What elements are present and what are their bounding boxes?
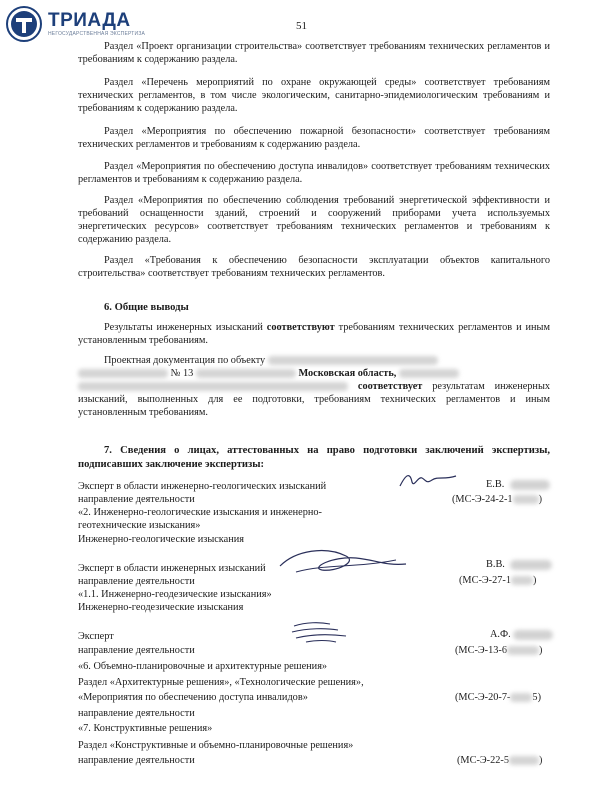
logo-subtitle: НЕГОСУДАРСТВЕННАЯ ЭКСПЕРТИЗА xyxy=(48,31,146,37)
conclusion-project: Проектная документация по объекту № 13 Московская область, соответствует результатам инженерных изысканий, выполненных для ее подготовки, требованиям технических регламентов и иным установленным требованиям. xyxy=(78,355,551,418)
expert3-certificate-2: (МС-Э-20-7- 5) xyxy=(455,692,541,703)
expert3-name: А.Ф. xyxy=(490,629,511,640)
expert1-direction-name: «2. Инженерно-геологические изыскания и инженерно- xyxy=(78,507,322,518)
section-paragraph: Раздел «Требования к обеспечению безопасности эксплуатации объектов капитального строительства» соответствует требованиям технических регламентов. xyxy=(78,255,550,279)
expert1-field: Инженерно-геологические изыскания xyxy=(78,534,244,545)
experts-heading: 7. Сведения о лицах, аттестованных на право подготовки заключений экспертизы, подписавших заключение экспертизы: xyxy=(78,445,550,470)
conclusion-surveys: Результаты инженерных изысканий соответствуют требованиям технических регламентов и иным установленным требованиям. xyxy=(78,322,550,346)
section-paragraph: Раздел «Мероприятия по обеспечению соблюдения требований энергетической эффективности и требований оснащенности зданий, строений и сооружений приборами учета используемых энергетических ресурсов» соответствует требованиям технических регламентов и требованиям к содержанию раздела. xyxy=(78,195,550,245)
expert1-signature xyxy=(396,468,462,492)
expert3-sections-2: Раздел «Конструктивные и объемно-планировочные решения» xyxy=(78,740,354,751)
section-paragraph: Раздел «Перечень мероприятий по охране окружающей среды» соответствует требованиям технических регламентов, в том числе экологическим, санитарно-эпидемиологическим требованиям и требованиям к содержанию раздела. xyxy=(78,77,550,114)
expert2-signature xyxy=(266,542,416,582)
expert3-sections-1: Раздел «Архитектурные решения», «Технологические решения», xyxy=(78,677,364,688)
expert1-direction: направление деятельности xyxy=(78,494,195,505)
section-paragraph: Раздел «Проект организации строительства» соответствует требованиям технических регламентов и требованиям к содержанию раздела. xyxy=(78,41,550,65)
expert3-direction-2: направление деятельности xyxy=(78,708,195,719)
expert1-direction-name-cont: геотехнические изыскания» xyxy=(78,520,201,531)
expert3-direction-3: направление деятельности xyxy=(78,755,195,766)
expert3-certificate-3: (МС-Э-22-5 ) xyxy=(457,755,543,766)
page-number: 51 xyxy=(296,20,307,32)
general-conclusions-heading: 6. Общие выводы xyxy=(104,302,189,313)
expert2-name: В.В. xyxy=(486,559,505,570)
expert3-sections-1-cont: «Мероприятия по обеспечению доступа инвалидов» xyxy=(78,692,308,703)
section-paragraph: Раздел «Мероприятия по обеспечению пожарной безопасности» соответствует требованиям технических регламентов и требованиям к содержанию раздела. xyxy=(78,126,550,150)
expert3-title: Эксперт xyxy=(78,631,114,642)
expert3-direction: направление деятельности xyxy=(78,645,195,656)
expert3-certificate-1: (МС-Э-13-6 ) xyxy=(455,645,543,656)
expert2-certificate: (МС-Э-27-1 ) xyxy=(459,575,537,586)
expert1-certificate: (МС-Э-24-2-1 ) xyxy=(452,494,542,505)
expert2-direction-name: «1.1. Инженерно-геодезические изыскания» xyxy=(78,589,272,600)
logo-name: ТРИАДА xyxy=(48,10,131,31)
expert1-name: Е.В. xyxy=(486,479,505,490)
section-paragraph: Раздел «Мероприятия по обеспечению доступа инвалидов» соответствует требованиям технических регламентов и требованиям к содержанию раздела. xyxy=(78,161,550,185)
expert1-title: Эксперт в области инженерно-геологических изысканий xyxy=(78,481,327,492)
expert2-direction: направление деятельности xyxy=(78,576,195,587)
expert3-signature xyxy=(286,616,356,650)
expert3-direction-name-2: «7. Конструктивные решения» xyxy=(78,723,213,734)
expert2-field: Инженерно-геодезические изыскания xyxy=(78,602,244,613)
expert3-direction-name: «6. Объемно-планировочные и архитектурные решения» xyxy=(78,661,328,672)
expert2-title: Эксперт в области инженерных изысканий xyxy=(78,563,266,574)
